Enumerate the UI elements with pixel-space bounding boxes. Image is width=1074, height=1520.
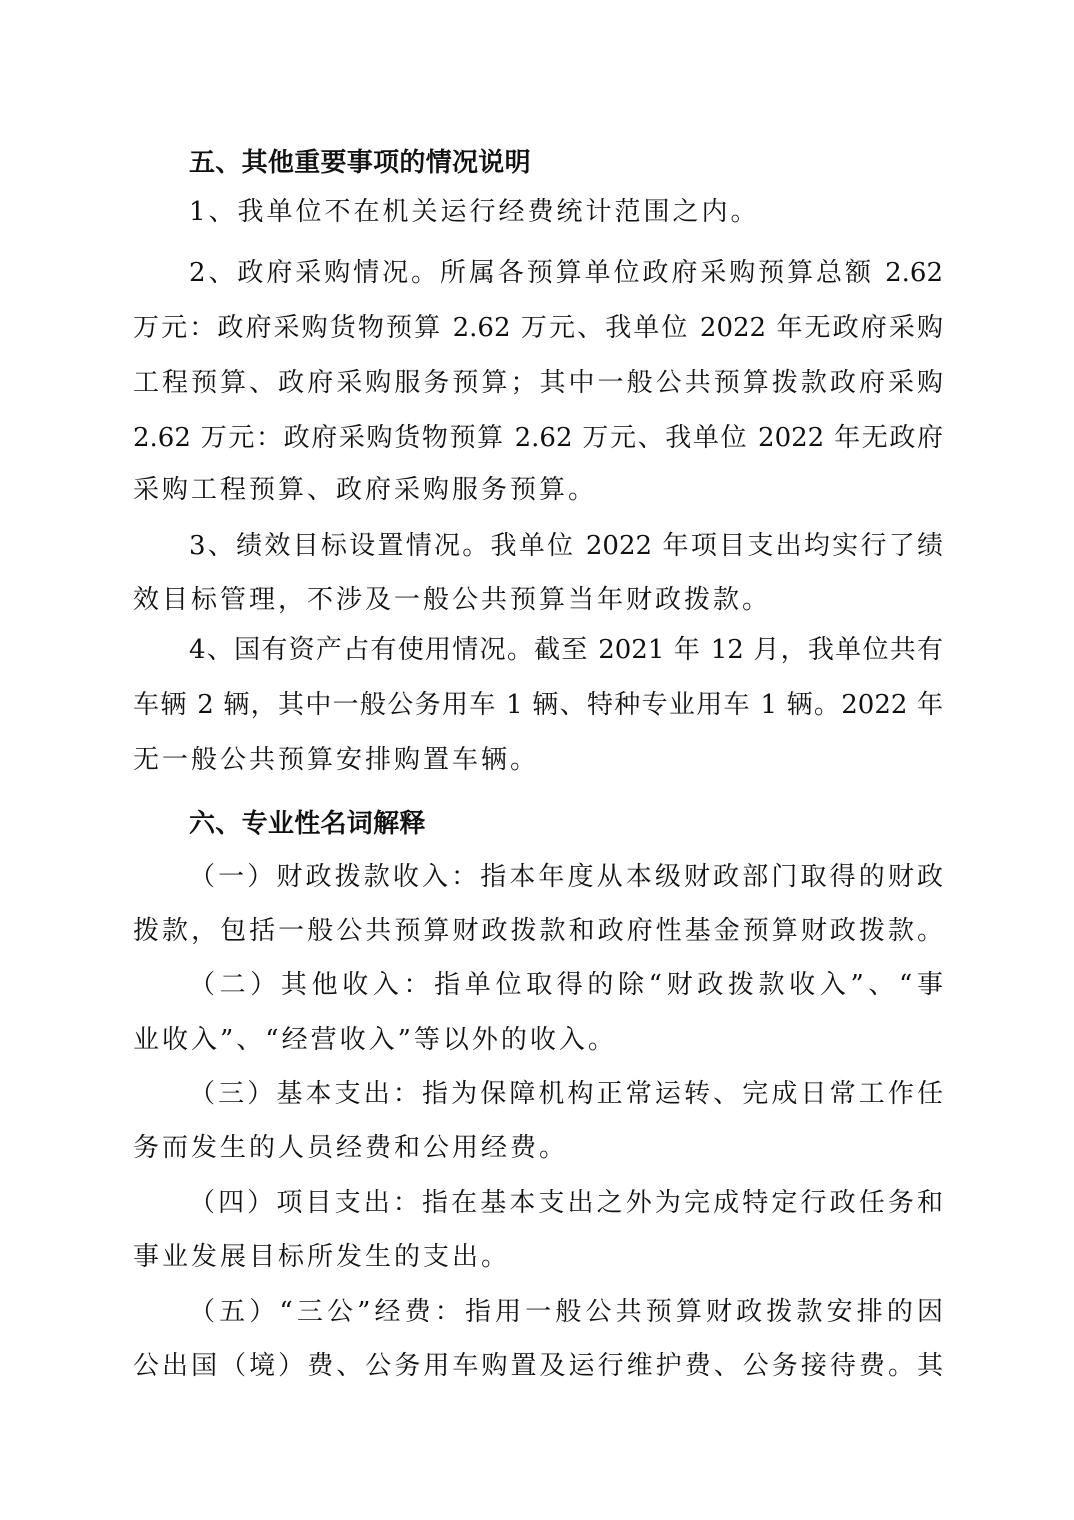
term-3-line-2: 务而发生的人员经费和公用经费。 [133,1133,569,1163]
paragraph-2-line-2: 万元：政府采购货物预算 2.62 万元、我单位 2022 年无政府采购 [133,313,943,343]
paragraph-3-line-2: 效目标管理，不涉及一般公共预算当年财政拨款。 [133,585,772,615]
term-5-line-2: 公出国（境）费、公务用车购置及运行维护费、公务接待费。其 [133,1351,943,1381]
term-1-line-2: 拨款，包括一般公共预算财政拨款和政府性基金预算财政拨款。 [133,916,943,946]
paragraph-3-line-1: 3、绩效目标设置情况。我单位 2022 年项目支出均实行了绩 [189,531,943,561]
term-3-line-1: （三）基本支出：指为保障机构正常运转、完成日常工作任 [189,1079,943,1109]
paragraph-2-line-3: 工程预算、政府采购服务预算；其中一般公共预算拨款政府采购 [133,368,943,398]
section-heading-other-matters: 五、其他重要事项的情况说明 [189,148,531,178]
paragraph-4-line-3: 无一般公共预算安排购置车辆。 [133,745,540,775]
paragraph-1-line-1: 1、我单位不在机关运行经费统计范围之内。 [189,197,760,227]
term-2-line-1: （二）其他收入：指单位取得的除“财政拨款收入”、“事 [189,970,943,1000]
term-1-line-1: （一）财政拨款收入：指本年度从本级财政部门取得的财政 [189,862,943,892]
term-4-line-2: 事业发展目标所发生的支出。 [133,1242,511,1272]
term-2-line-2: 业收入”、“经营收入”等以外的收入。 [133,1025,617,1055]
paragraph-4-line-2: 车辆 2 辆，其中一般公务用车 1 辆、特种专业用车 1 辆。2022 年 [133,690,943,720]
section-heading-glossary: 六、专业性名词解释 [189,809,426,839]
term-4-line-1: （四）项目支出：指在基本支出之外为完成特定行政任务和 [189,1188,943,1218]
paragraph-2-line-4: 2.62 万元：政府采购货物预算 2.62 万元、我单位 2022 年无政府 [133,423,943,453]
paragraph-2-line-5: 采购工程预算、政府采购服务预算。 [133,475,598,505]
paragraph-4-line-1: 4、国有资产占有使用情况。截至 2021 年 12 月，我单位共有 [189,635,943,665]
paragraph-2-line-1: 2、政府采购情况。所属各预算单位政府采购预算总额 2.62 [189,258,943,288]
term-5-line-1: （五）“三公”经费：指用一般公共预算财政拨款安排的因 [189,1297,943,1327]
